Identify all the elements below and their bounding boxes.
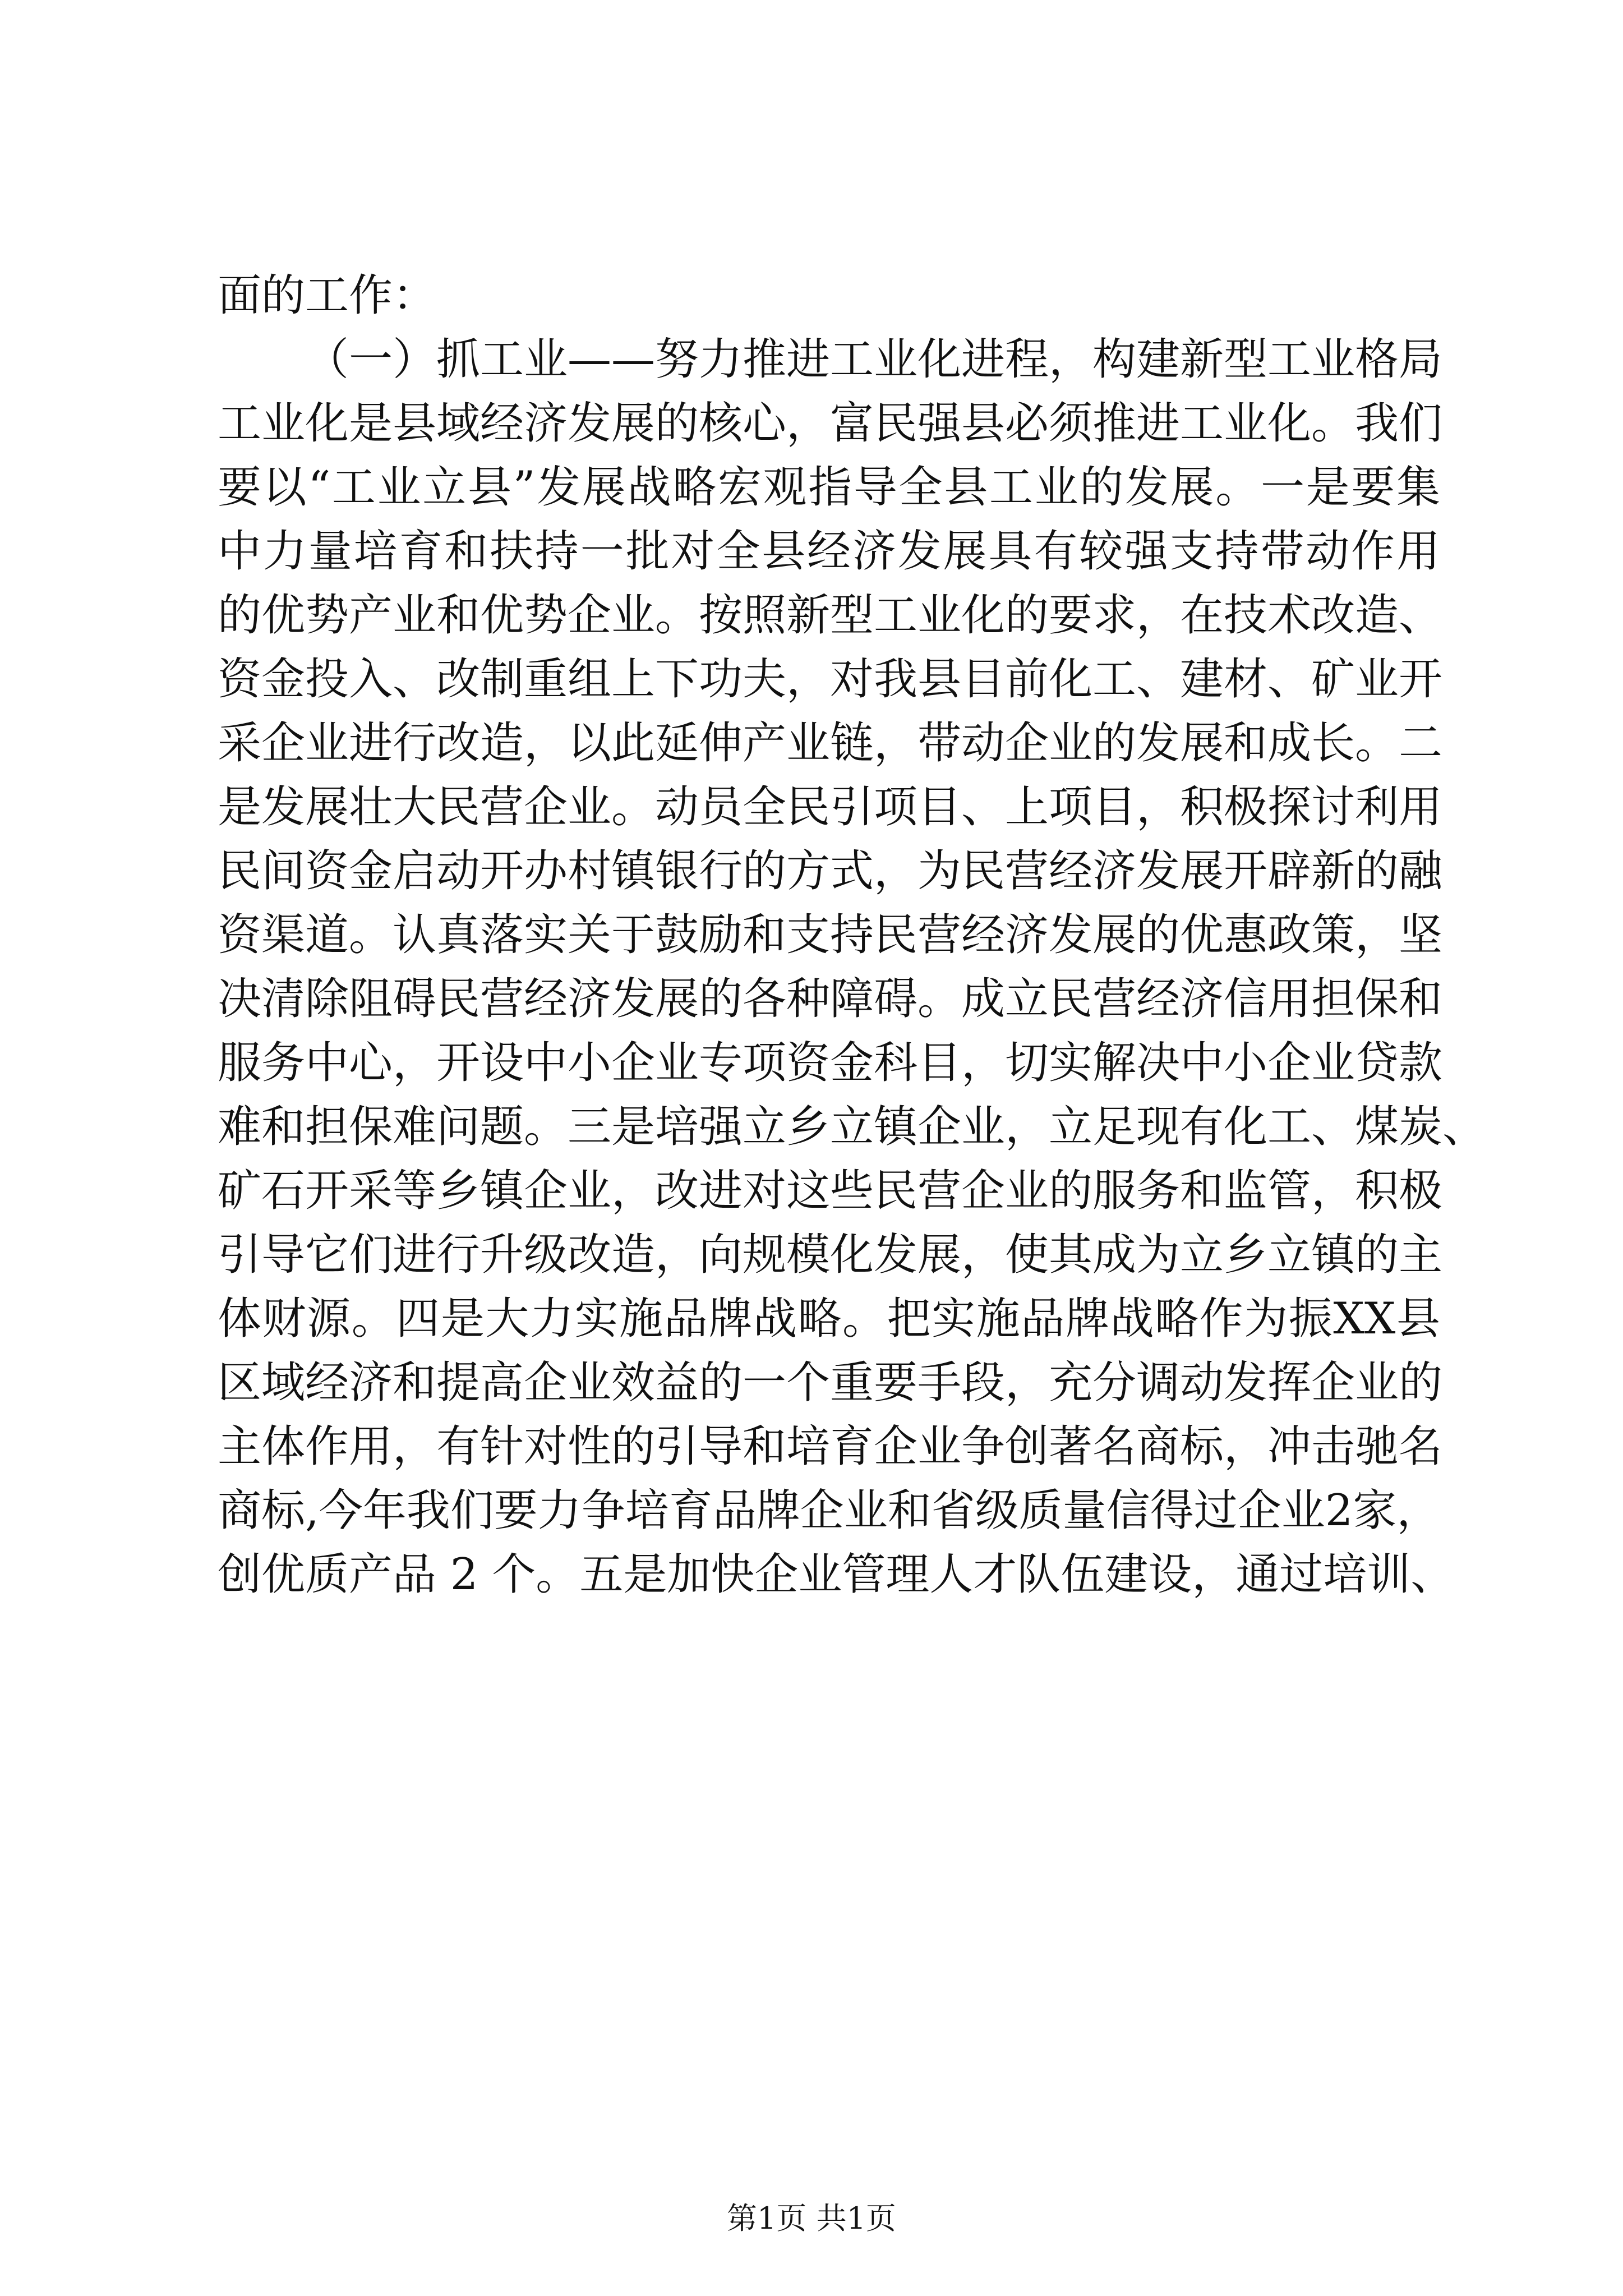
text-line: 是发展壮大民营企业。动员全民引项目、上项目，积极探讨利用 bbox=[218, 782, 1443, 832]
text-line: 中力量培育和扶持一批对全县经济发展具有较强支持带动作用 bbox=[218, 526, 1440, 577]
text-line: 引导它们进行升级改造，向规模化发展，使其成为立乡立镇的主 bbox=[218, 1230, 1443, 1280]
body-text bbox=[218, 264, 1487, 1607]
text-line: 工业化是县域经济发展的核心，富民强县必须推进工业化。我们 bbox=[218, 398, 1443, 449]
text-line: 主体作用，有针对性的引导和培育企业争创著名商标，冲击驰名 bbox=[218, 1421, 1443, 1472]
text-line: 资渠道。认真落实关于鼓励和支持民营经济发展的优惠政策，坚 bbox=[218, 910, 1443, 960]
section-heading: （一）抓工业——努力推进工业化进程，构建新型工业格局 bbox=[305, 334, 1443, 385]
text-line: 体财源。四是大力实施品牌战略。把实施品牌战略作为振XX县 bbox=[218, 1294, 1440, 1344]
page-footer bbox=[0, 2199, 1623, 2238]
text-line: 民间资金启动开办村镇银行的方式，为民营经济发展开辟新的融 bbox=[218, 846, 1443, 896]
text-line: 的优势产业和优势企业。按照新型工业化的要求，在技术改造、 bbox=[218, 590, 1443, 641]
text-line: 服务中心，开设中小企业专项资金科目，切实解决中小企业贷款 bbox=[218, 1038, 1443, 1088]
text-line: 采企业进行改造，以此延伸产业链，带动企业的发展和成长。二 bbox=[218, 718, 1443, 769]
text-line: 资金投入、改制重组上下功夫，对我县目前化工、建材、矿业开 bbox=[218, 654, 1443, 705]
text-line: 要以“工业立县”发展战略宏观指导全县工业的发展。一是要集 bbox=[218, 462, 1440, 513]
text-line: 创优质产品 2 个。五是加快企业管理人才队伍建设，通过培训、 bbox=[218, 1549, 1455, 1600]
text-line: 面的工作： bbox=[218, 270, 437, 321]
page-number-label: 第1页 共1页 bbox=[727, 2201, 896, 2236]
text-line: 矿石开采等乡镇企业，改进对这些民营企业的服务和监管，积极 bbox=[218, 1166, 1443, 1216]
text-line: 区域经济和提高企业效益的一个重要手段，充分调动发挥企业的 bbox=[218, 1358, 1443, 1408]
text-line: 决清除阻碍民营经济发展的各种障碍。成立民营经济信用担保和 bbox=[218, 974, 1443, 1024]
text-line: 难和担保难问题。三是培强立乡立镇企业，立足现有化工、煤炭、 bbox=[218, 1102, 1487, 1152]
text-line: 商标,今年我们要力争培育品牌企业和省级质量信得过企业2家， bbox=[218, 1485, 1441, 1536]
